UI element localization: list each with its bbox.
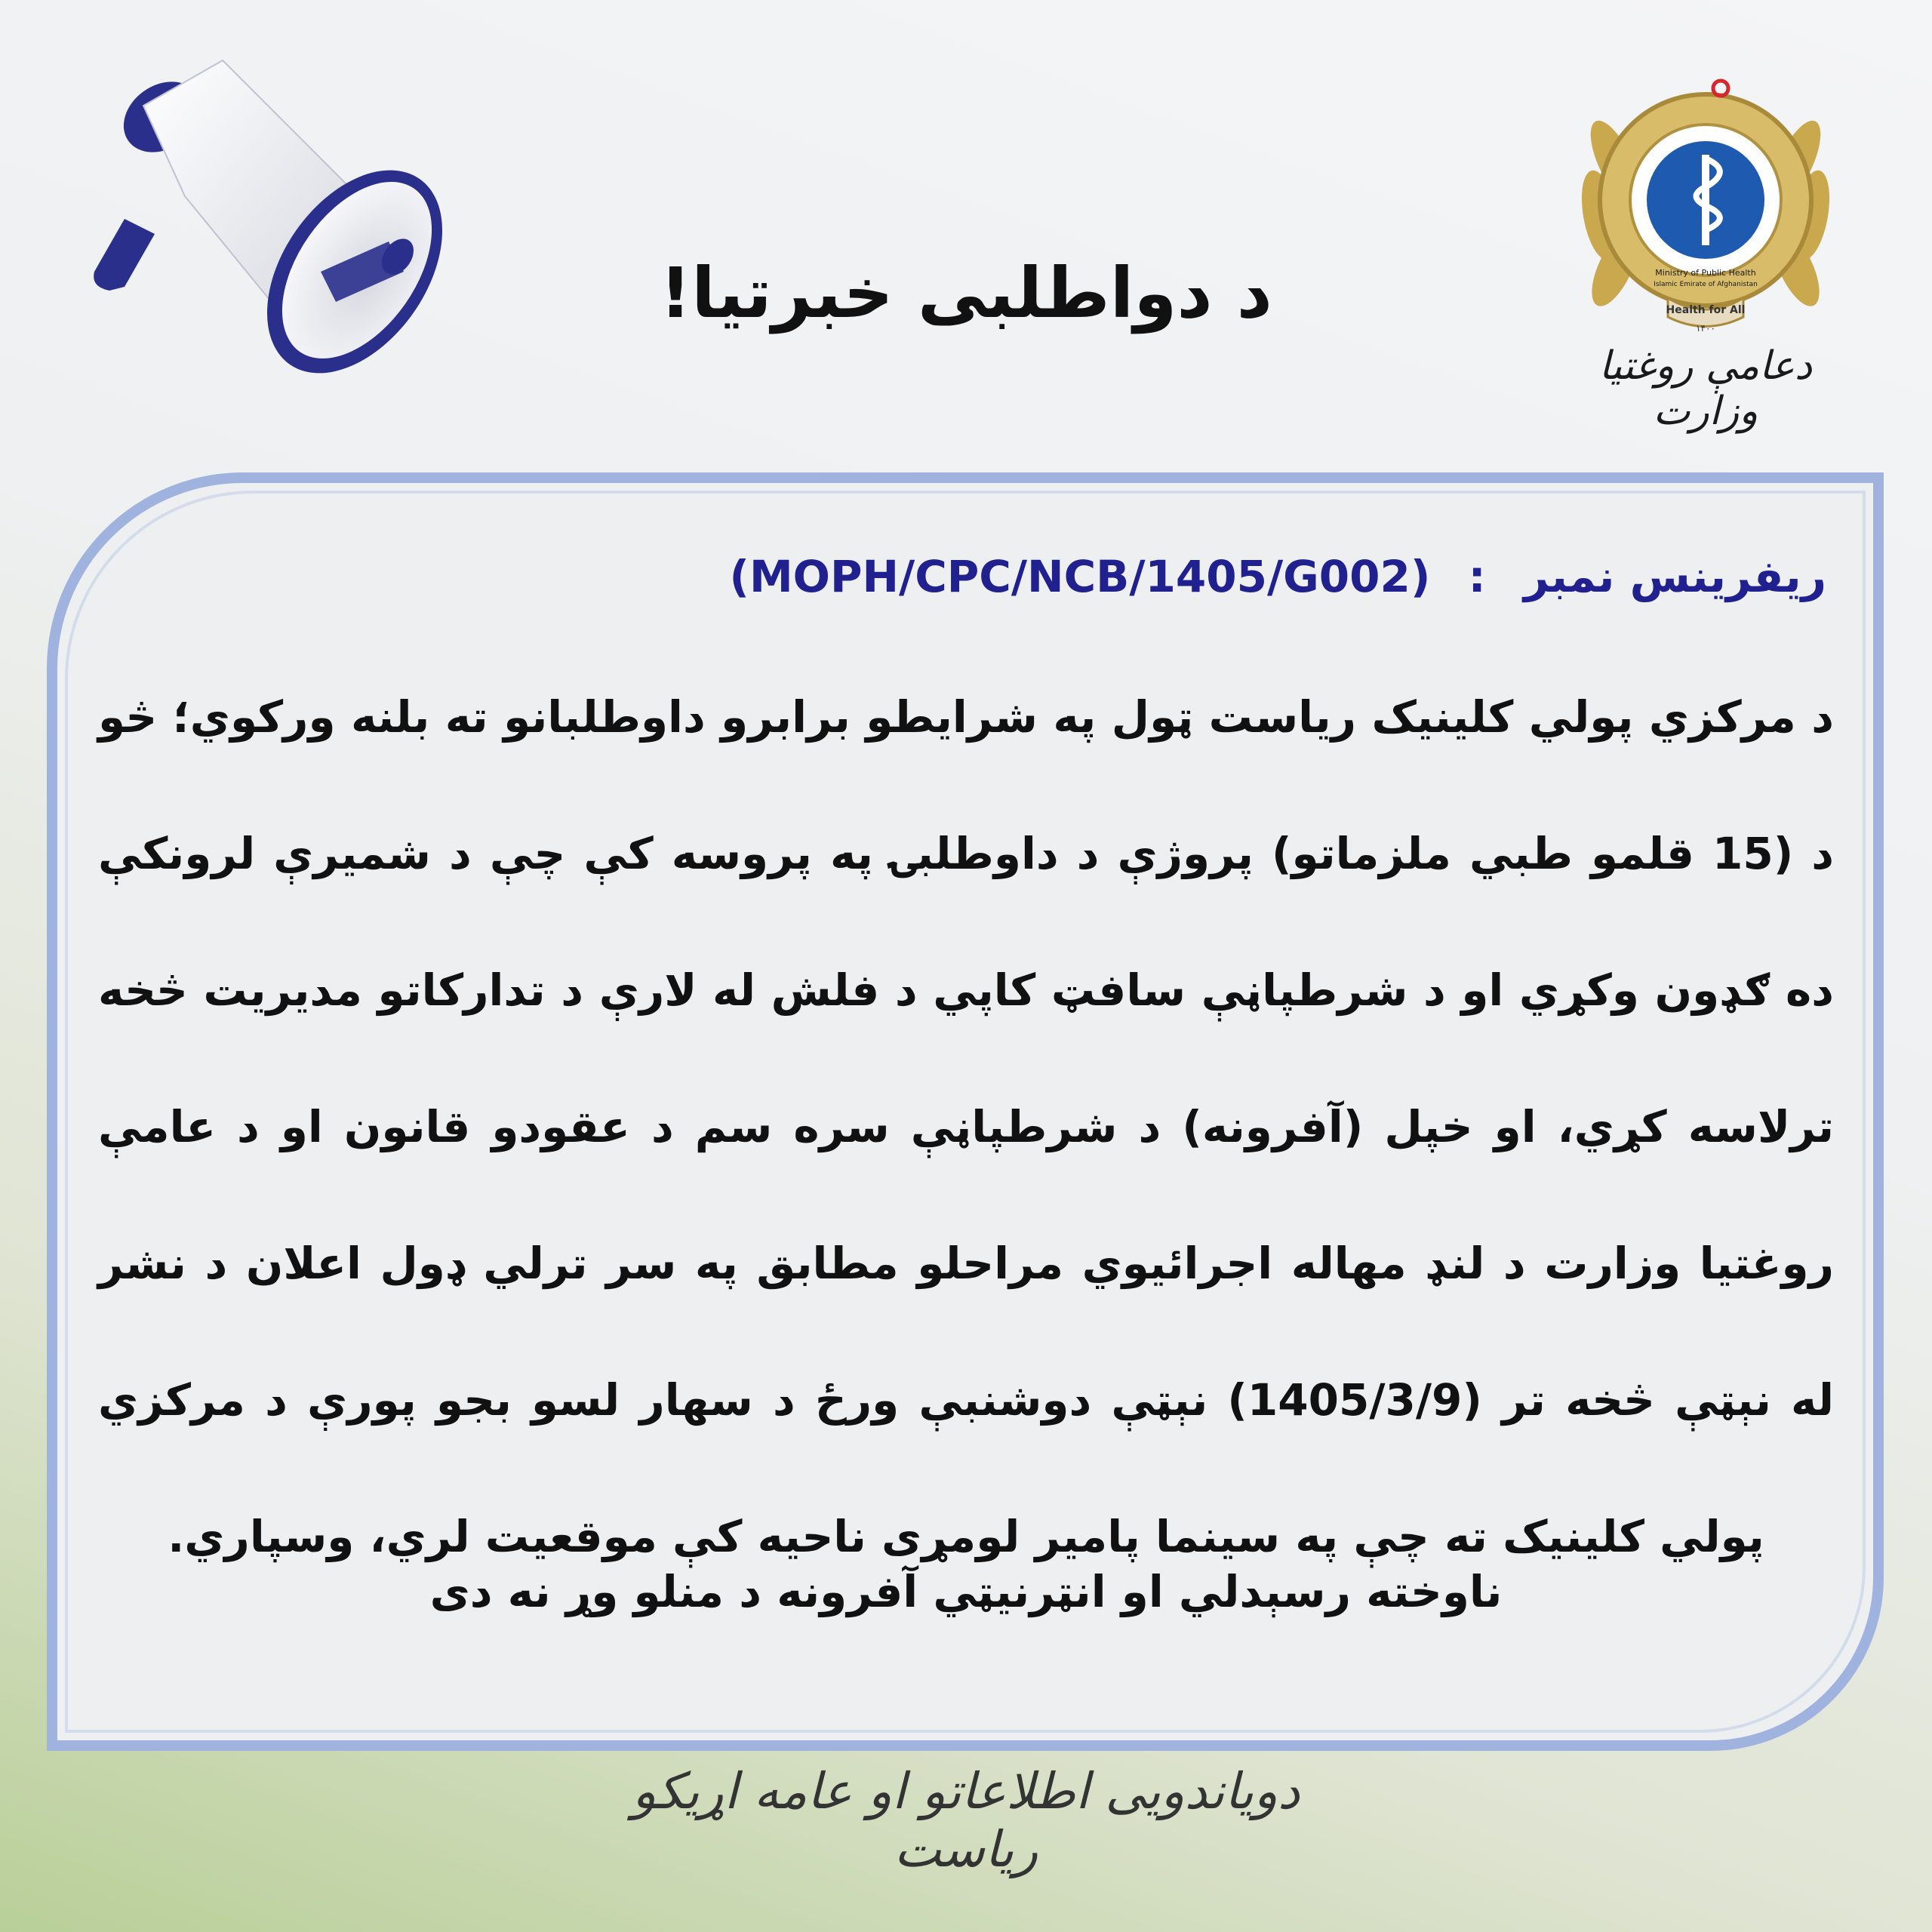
page-title: د دواطلبی خبرتیا! [660, 253, 1272, 334]
notice-body: د مرکزي پولي کلينيک رياست ټول په شرايطو برابرو داوطلبانو ته بلنه ورکوي؛ څو د (15 قلمو طبي ملزماتو) پروژې د داوطلبۍ په پروسه کې چې د شمیرې لرونکې ده ګډون وکړي او د شرطپاڼې سافټ کاپي د فلش له لارې د تدارکاتو مديريت څخه ترلاسه کړي، او خپل (آفرونه) د شرطپاڼې سره سم د عقودو قانون او د عامې روغتيا وزارت د لنډ مهاله اجرائیوي مراحلو مطابق په سر ترلي ډول اعلان د نشر له نېټې څخه تر (1405/3/9) نېټې دوشنبې ورځ د سهار لسو بجو پورې د مرکزي پولي کلينيک ته چې په سينما پامير لومړی ناحيه کې موقعيت لري، وسپاري. [98, 691, 1835, 1562]
footer-calligraphy: دویاندویی اطلاعاتو او عامه اړیکو ریاست [632, 1762, 1300, 1878]
ministry-emblem-icon [1555, 72, 1857, 343]
emblem-motto: Health for All [1666, 304, 1746, 316]
megaphone-icon [72, 45, 479, 392]
ministry-calligraphy: دعامې روغتیا وزارت [1598, 343, 1813, 434]
reference-line [729, 551, 1826, 602]
reference-number: (MOPH/CPC/NCB/1405/G002) [729, 551, 1431, 602]
late-offers-note: ناوخته رسېدلي او انټرنيټي آفرونه د منلو وړ نه دی [429, 1566, 1503, 1617]
reference-label: ریفرینس نمبر [1523, 551, 1826, 602]
emblem-emirate-en: Islamic Emirate of Afghanistan [1654, 281, 1758, 288]
emblem-ministry-en: Ministry of Public Health [1655, 268, 1756, 278]
reference-separator: : [1468, 551, 1486, 602]
emblem-year: ۱۴۰۰ [1696, 323, 1715, 334]
